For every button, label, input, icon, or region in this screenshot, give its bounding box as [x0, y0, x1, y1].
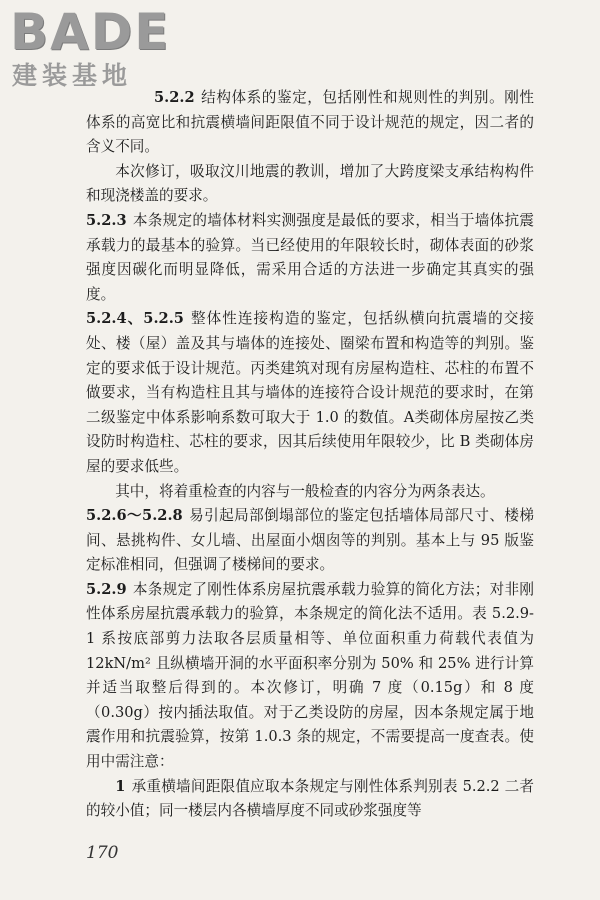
clause-number: 5.2.6～5.2.8 — [86, 507, 183, 525]
page-number: 170 — [86, 843, 119, 863]
logo-subtitle: 建装基地 — [12, 61, 133, 90]
paragraph-text: 承重横墙间距限值应取本条规定与刚性体系判别表 5.2.2 二者的较小值；同一楼层内各横墙厚度不同或砂浆强度等 — [86, 777, 534, 820]
paragraph-text: 结构体系的鉴定，包括刚性和规则性的判别。刚性体系的高宽比和抗震横墙间距限值不同于设计规范的规定，因二者的含义不同。 — [86, 89, 534, 156]
paragraph-5-2-9 — [86, 578, 534, 775]
page-body — [86, 86, 534, 824]
paragraph-text: 其中，将着重检查的内容与一般检查的内容分为两条表达。 — [115, 482, 495, 500]
item-number: 1 — [115, 777, 126, 795]
paragraph-text: 本条规定的墙体材料实测强度是最低的要求，相当于墙体抗震承载力的最基本的验算。当已经使用的年限较长时，砌体表面的砂浆强度因碳化而明显降低，需采用合适的方法进一步确定其真实的强度。 — [86, 211, 534, 303]
paragraph-revision-note — [86, 160, 534, 209]
clause-number: 5.2.4、5.2.5 — [86, 310, 184, 328]
paragraph-5-2-4-5-2-5 — [86, 307, 534, 479]
bade-logo — [10, 4, 180, 90]
paragraph-text: 易引起局部倒塌部位的鉴定包括墙体局部尺寸、楼梯间、悬挑构件、女儿墙、出屋面小烟囱等的判别。基本上与 95 版鉴定标准相同，但强调了楼梯间的要求。 — [86, 507, 534, 574]
clause-number: 5.2.2 — [154, 89, 195, 106]
paragraph-text: 本条规定了刚性体系房屋抗震承载力验算的简化方法；对非刚性体系房屋抗震承载力的验算，本条规定的简化法不适用。表 5.2.9-1 系按底部剪力法取各层质量相等、单位面积重力荷载代表值为 12kN/m² 且纵横墙开洞的水平面积率分别为 50% 和 25% 进行计算并适当取整后得到的。本次修订，明确 7 度（0.15g）和 8 度（0.30g）按内插法取值。对于乙类设防的房屋，因本条规定属于地震作用和抗震验算，按第 1.0.3 条的规定，不需要提高一度查表。使用中需注意： — [86, 580, 534, 771]
logo-brand-text: BADE — [10, 3, 171, 61]
paragraph-text: 整体性连接构造的鉴定，包括纵横向抗震墙的交接处、楼（屋）盖及其与墙体的连接处、圈梁布置和构造等的判别。鉴定的要求低于设计规范。丙类建筑对现有房屋构造柱、芯柱的布置不做要求，当有构造柱且其与墙体的连接符合设计规范的要求时，在第二级鉴定中体系影响系数可取大于 1.0 的数值。A类砌体房屋按乙类设防时构造柱、芯柱的要求，因其后续使用年限较少，比 B 类砌体房屋的要求低些。 — [86, 310, 534, 475]
paragraph-5-2-2 — [86, 86, 534, 160]
paragraph-note-item-1 — [86, 775, 534, 824]
paragraph-5-2-6-5-2-8 — [86, 504, 534, 578]
paragraph-5-2-3 — [86, 209, 534, 307]
clause-number: 5.2.3 — [86, 211, 127, 229]
paragraph-text: 本次修订，吸取汶川地震的教训，增加了大跨度梁支承结构构件和现浇楼盖的要求。 — [86, 162, 534, 205]
paragraph-two-clauses-note — [86, 480, 534, 505]
clause-number: 5.2.9 — [86, 580, 127, 598]
